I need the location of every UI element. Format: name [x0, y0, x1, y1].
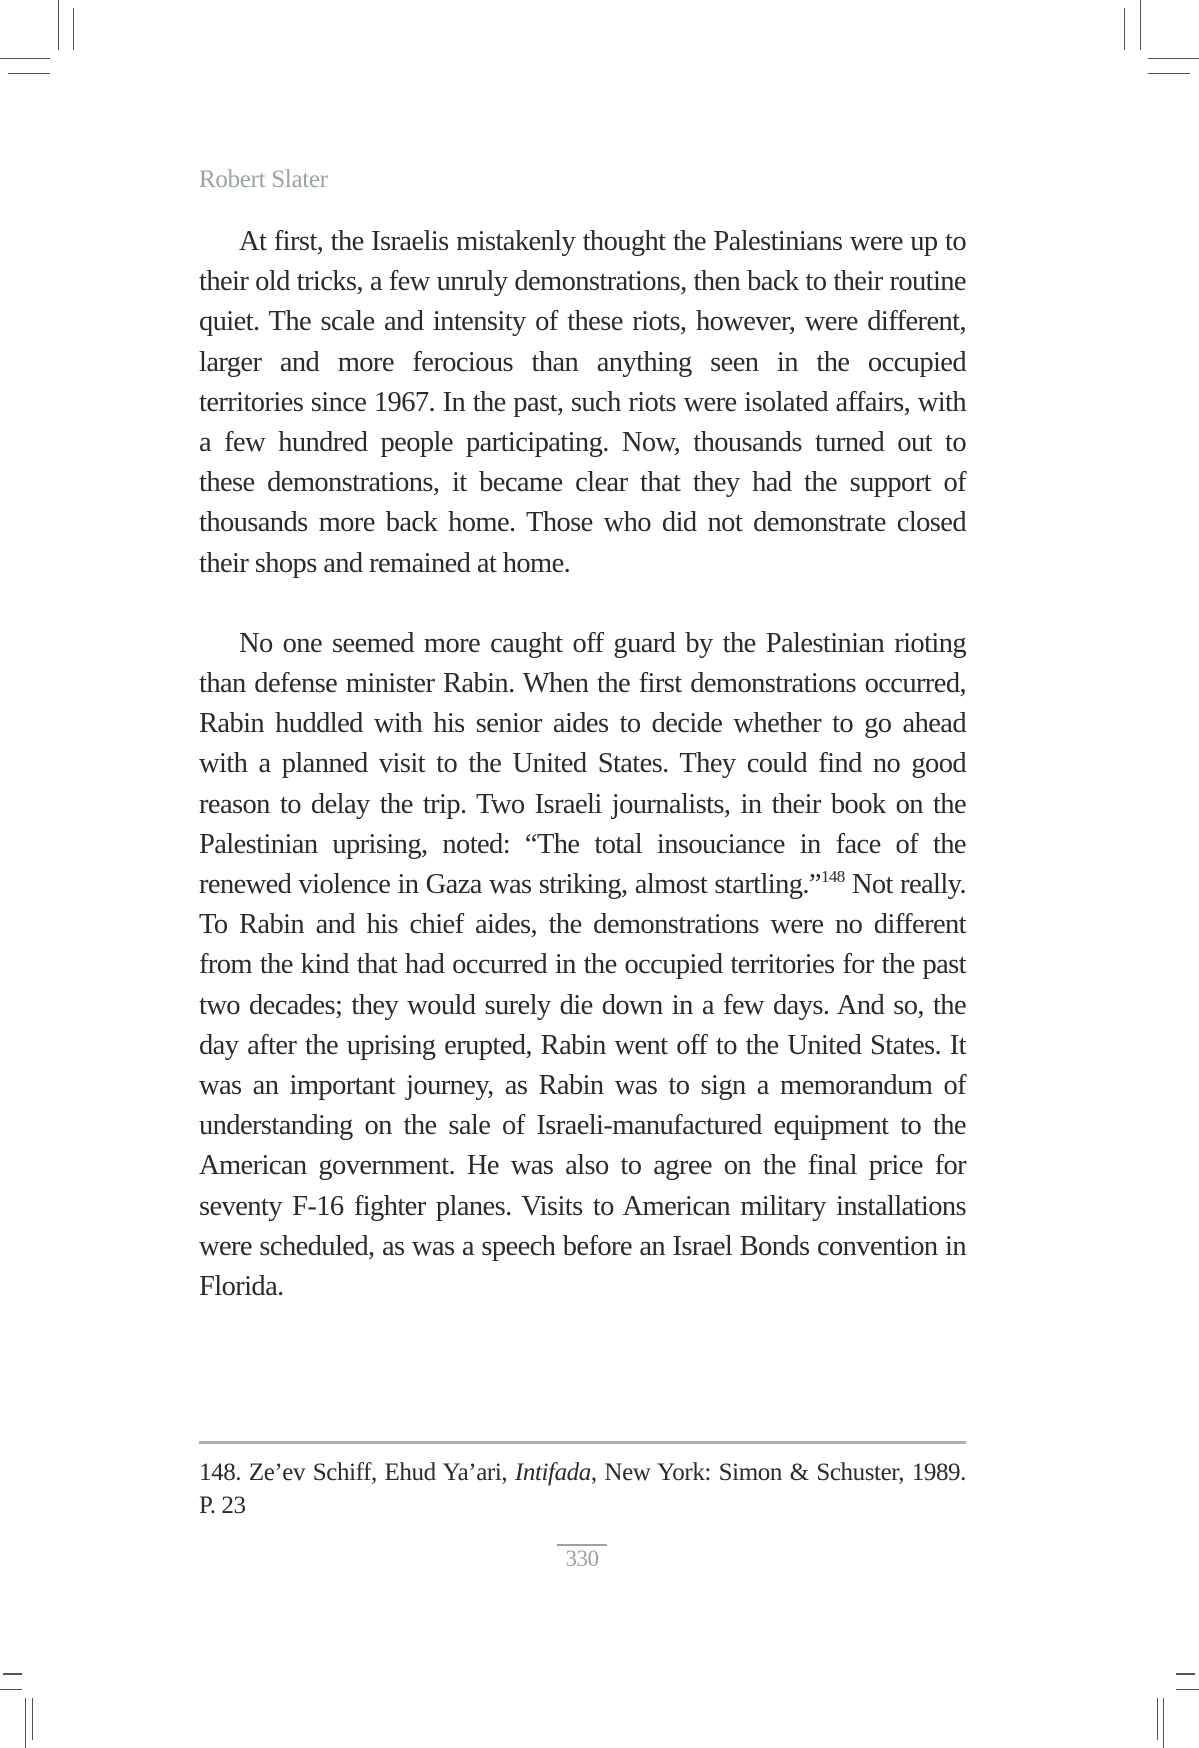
body-text: [199, 222, 966, 1307]
footnote-148: [199, 1456, 966, 1522]
paragraph-2: [199, 624, 966, 1307]
running-header: Robert Slater: [199, 166, 328, 193]
paragraph-1: At first, the Israelis mistakenly thought the Palestinians were up to their old tricks, a few unruly demonstrations, then back to their routine quiet. The scale and intensity of these riots, however, were different, larger and more ferocious than anything seen in the occupied territories since 1967. In the past, such riots were isolated affairs, with a few hundred people participating. Now, thousands turned out to these demonstrations, it became clear that they had the support of thousands more back home. Those who did not demonstrate closed their shops and remained at home.: [199, 226, 966, 579]
crop-mark-bottom-right-h2: [1176, 1689, 1199, 1690]
footnote-separator: [199, 1441, 966, 1444]
crop-mark-bottom-left-v1: [25, 1698, 26, 1748]
footnote-title: Intifada: [514, 1459, 591, 1486]
crop-mark-top-right-v2: [1140, 0, 1141, 50]
paragraph-2-text-before-note: No one seemed more caught off guard by the Palestinian rioting than defense minister Rabin. When the first demonstrations occurred, Rabin huddled with his senior aides to decide whether to go ahead with a planned visit to the United States. They could find no good reason to delay the trip. Two Israeli journalists, in their book on the Palestinian uprising, noted: “The total insouciance in face of the renewed violence in Gaza was striking, almost startling.”: [199, 627, 966, 901]
crop-mark-top-right-v1: [1124, 8, 1125, 50]
footnote-publication: , New York: Simon & Schuster, 1989. P. 23: [199, 1459, 966, 1519]
crop-mark-bottom-left-h1: [3, 1673, 22, 1675]
paragraph-2-text-after-note: Not really. To Rabin and his chief aides, the demonstrations were no different from the kind that had occurred in the occupied territories for the past two decades; they would surely die down in a few days. And so, the day after the uprising erupted, Rabin went off to the United States. It was an important journey, as Rabin was to sign a memorandum of understanding on the sale of Israeli-manufactured equipment to the American government. He was also to agree on the final price for seventy F-16 fighter planes. Visits to American military installations were scheduled, as was a speech before an Israel Bonds convention in Florida.: [199, 869, 967, 1303]
crop-mark-bottom-right-v1: [1157, 1698, 1158, 1740]
crop-mark-top-left-h1: [0, 58, 50, 59]
crop-mark-bottom-left-v2: [32, 1698, 33, 1740]
page-number: 330: [557, 1544, 607, 1572]
crop-mark-bottom-right-h1: [1176, 1673, 1195, 1675]
footnote-authors: 148. Ze’ev Schiff, Ehud Ya’ari,: [199, 1459, 515, 1486]
crop-mark-bottom-right-v2: [1163, 1698, 1164, 1748]
crop-mark-top-right-h2: [1148, 73, 1190, 74]
crop-mark-top-right-h1: [1148, 58, 1199, 59]
crop-mark-top-left-v2: [73, 8, 74, 50]
crop-mark-top-left-h2: [8, 73, 50, 74]
crop-mark-bottom-left-h2: [0, 1689, 22, 1690]
crop-mark-top-left-v1: [58, 0, 59, 50]
footnote-reference[interactable]: 148: [820, 867, 845, 887]
